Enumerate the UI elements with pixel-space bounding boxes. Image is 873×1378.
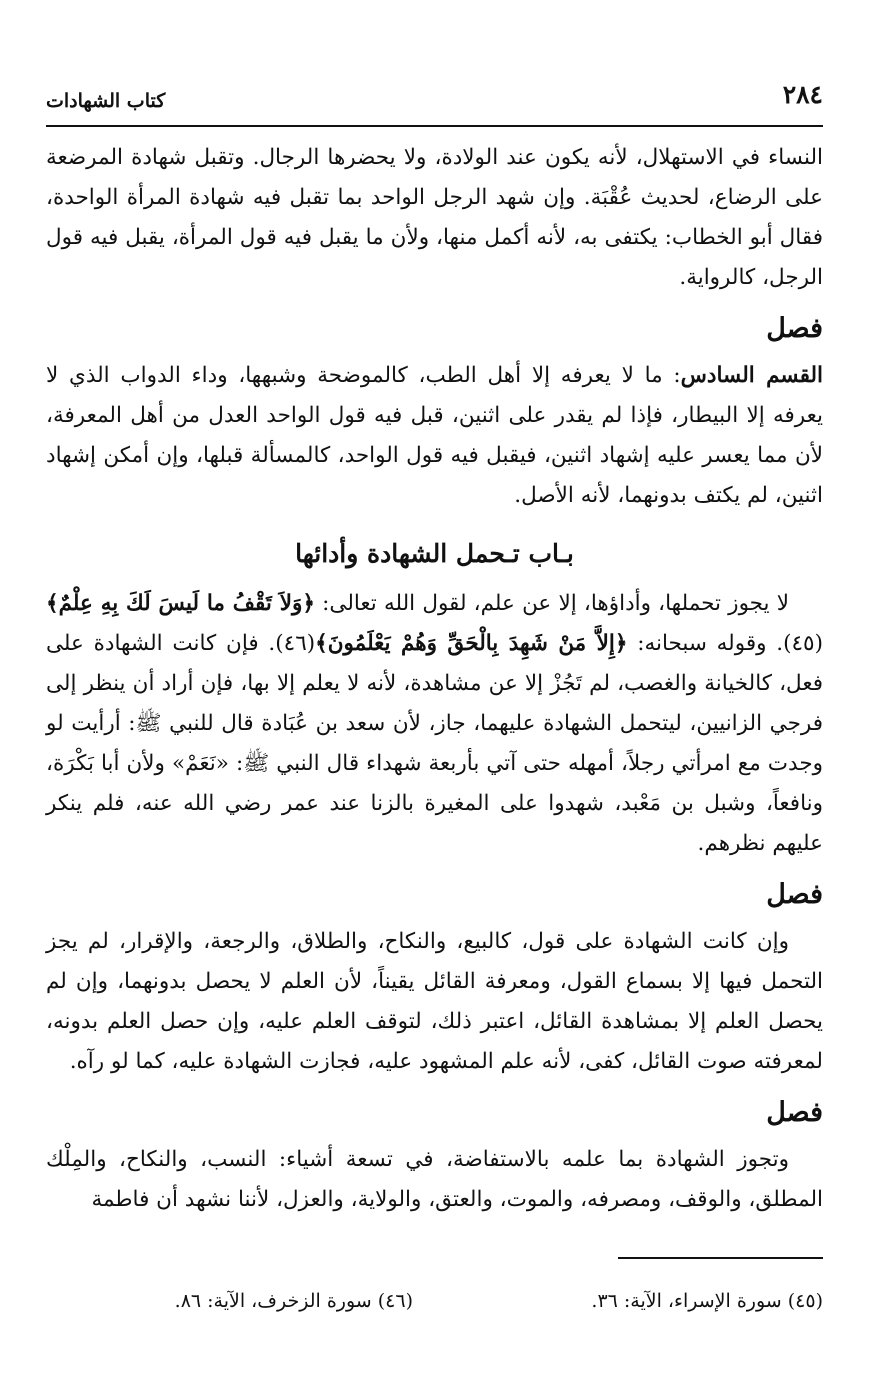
- page-number: ٢٨٤: [782, 80, 823, 109]
- chapter-heading: بـاب تـحمل الشهادة وأدائها: [295, 539, 574, 568]
- footnote-ref-45: (٤٥): [783, 631, 823, 656]
- paragraph-3-a: لا يجوز تحملها، وأداؤها، إلا عن علم، لقول الله تعالى:: [314, 591, 789, 616]
- paragraph-3: [46, 584, 823, 864]
- footnote-45: (٤٥) سورة الإسراء، الآية: ٣٦.: [591, 1290, 823, 1312]
- footnote-rule: [618, 1257, 823, 1259]
- section-heading-fasl-1: فصل: [766, 313, 823, 344]
- running-title: كتاب الشهادات: [46, 90, 166, 112]
- paragraph-4: وإن كانت الشهادة على قول، كالبيع، والنكاح، والطلاق، والرجعة، والإقرار، لم يجز التحمل فيها إلا بسماع القول، ومعرفة القائل يقيناً، لأن العلم لا يحصل بدونهما، وإن لم يحصل العلم إلا بمشاهدة القائل، اعتبر ذلك، لتوقف العلم عليه، وإن حصل العلم بدونه، لمعرفته صوت القائل، كفى، لأنه علم المشهود عليه، فجازت الشهادة عليه، كما لو رآه.: [46, 929, 823, 1074]
- quran-quote-1: ﴿وَلاَ تَقْفُ ما لَيسَ لَكَ بِهِ عِلْمٌ﴾: [46, 591, 315, 616]
- footnote-ref-46: (٤٦): [275, 631, 316, 656]
- footnote-46: (٤٦) سورة الزخرف، الآية: ٨٦.: [174, 1290, 413, 1312]
- paragraph-1: النساء في الاستهلال، لأنه يكون عند الولادة، ولا يحضرها الرجال. وتقبل شهادة المرضعة على الرضاع، لحديث عُقْبَة. وإن شهد الرجل الواحد بما تقبل فيه شهادة المرأة الواحدة، فقال أبو الخطاب: يكتفى به، لأنه أكمل منها، ولأن ما يقبل فيه قول المرأة، يقبل فيه قول الرجل، كالرواية.: [46, 145, 823, 290]
- page-body: [46, 138, 823, 1220]
- quran-quote-2: ﴿إِلاَّ مَنْ شَهِدَ بِالْحَقِّ وَهُمْ يَعْلَمُونَ﴾: [315, 631, 628, 656]
- page-header: [46, 80, 823, 120]
- paragraph-3-b: . وقوله سبحانه:: [627, 631, 784, 656]
- paragraph-5: وتجوز الشهادة بما علمه بالاستفاضة، في تسعة أشياء: النسب، والنكاح، والمِلْك المطلق، والوقف، ومصرفه، والموت، والعتق، والولاية، والعزل، لأننا نشهد أن فاطمة: [46, 1147, 823, 1212]
- section-heading-fasl-2: فصل: [766, 879, 823, 910]
- paragraph-2-lead: القسم السادس: [680, 363, 823, 388]
- paragraph-2-text: : ما لا يعرفه إلا أهل الطب، كالموضحة وشبهها، وداء الدواب الذي لا يعرفه إلا البيطار، فإذا لم يقدر على اثنين، قبل فيه قول الواحد العدل من أهل المعرفة، لأن مما يعسر عليه إشهاد اثنين، فيقبل فيه قول الواحد، كالمسألة قبلها، وإن أمكن إشهاد اثنين، لم يكتف بدونهما، لأنه الأصل.: [46, 363, 823, 508]
- header-rule: [46, 125, 823, 127]
- section-heading-fasl-3: فصل: [766, 1097, 823, 1128]
- paragraph-2: [46, 356, 823, 516]
- paragraph-3-c: . فإن كانت الشهادة على فعل، كالخيانة والغصب، لم تَجُزْ إلا عن مشاهدة، لأنه لا يعلم إلا بها، فإن أراد أن ينظر إلى فرجي الزانيين، ليتحمل الشهادة عليهما، جاز، لأن سعد بن عُبَادة قال للنبي ﷺ: أرأيت لو وجدت مع امرأتي رجلاً، أمهله حتى آتي بأربعة شهداء قال النبي ﷺ: «نَعَمْ» ولأن أبا بَكْرَة، ونافعاً، وشبل بن مَعْبد، شهدوا على المغيرة بالزنا عند عمر رضي الله عنه، فلم ينكر عليهم نظرهم.: [46, 631, 823, 856]
